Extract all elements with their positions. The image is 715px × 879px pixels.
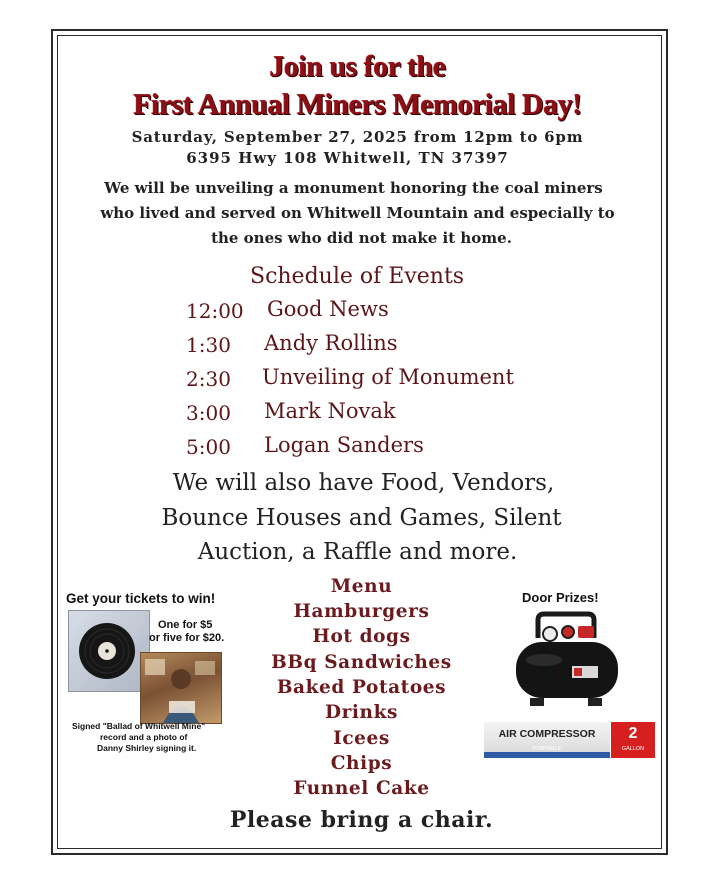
also-line-3: Auction, a Raffle and more. [197,539,518,565]
raffle-heading: Get your tickets to win! [66,591,216,606]
event-address: 6395 Hwy 108 Whitwell, TN 37397 [186,149,509,167]
raffle-price-1: One for $5 [158,619,213,631]
also-line-1: We will also have Food, Vendors, [172,470,555,496]
product-label: AIR COMPRESSOR [498,728,596,740]
intro-line-2: who lived and served on Whitwell Mountain and especially to [100,204,615,222]
gallon-text: GALLON [621,746,645,752]
schedule-heading: Schedule of Events [250,264,465,289]
schedule-event: Logan Sanders [264,433,424,457]
menu-item: Hot dogs [312,626,411,647]
vinyl-record-image [68,610,150,692]
schedule-event: Andy Rollins [264,331,398,355]
schedule-time: 5:00 [186,435,231,459]
schedule-time: 1:30 [186,333,231,357]
schedule-event: Unveiling of Monument [262,365,514,389]
raffle-price-2: or five for $20. [149,632,225,644]
door-prizes-heading: Door Prizes! [522,590,599,605]
menu-item: BBq Sandwiches [271,652,452,673]
gallon-badge [611,722,655,758]
also-line-2: Bounce Houses and Games, Silent [161,505,562,531]
intro-line-1: We will be unveiling a monument honoring the coal miners [104,179,603,197]
air-compressor-image [508,608,626,713]
menu-heading: Menu [330,576,393,597]
title-line-1: Join us for the [269,50,446,83]
product-banner [484,722,610,758]
schedule-time: 12:00 [186,299,244,323]
schedule-time: 2:30 [186,367,231,391]
menu-item: Drinks [324,702,399,723]
schedule-time: 3:00 [186,401,231,425]
gallon-number: 2 [628,725,638,742]
event-date: Saturday, September 27, 2025 from 12pm to 6pm [131,128,584,146]
menu-item: Icees [333,728,390,749]
menu-item: Hamburgers [293,601,430,622]
intro-line-3: the ones who did not make it home. [211,229,512,247]
title-line-2: First Annual Miners Memorial Day! [133,88,582,121]
schedule-event: Mark Novak [264,399,396,423]
schedule-event: Good News [267,297,389,321]
raffle-caption-1: Signed "Ballad of Whitwell Mine" [72,721,206,731]
menu-item: Chips [330,753,393,774]
raffle-caption-3: Danny Shirley signing it. [97,743,197,753]
signing-photo-image [140,652,222,724]
product-sub-label: PORTABLE [532,746,562,752]
raffle-caption-2: record and a photo of [100,732,188,742]
closing-line: Please bring a chair. [229,807,494,833]
menu-item: Funnel Cake [293,778,430,799]
menu-item: Baked Potatoes [276,677,447,698]
